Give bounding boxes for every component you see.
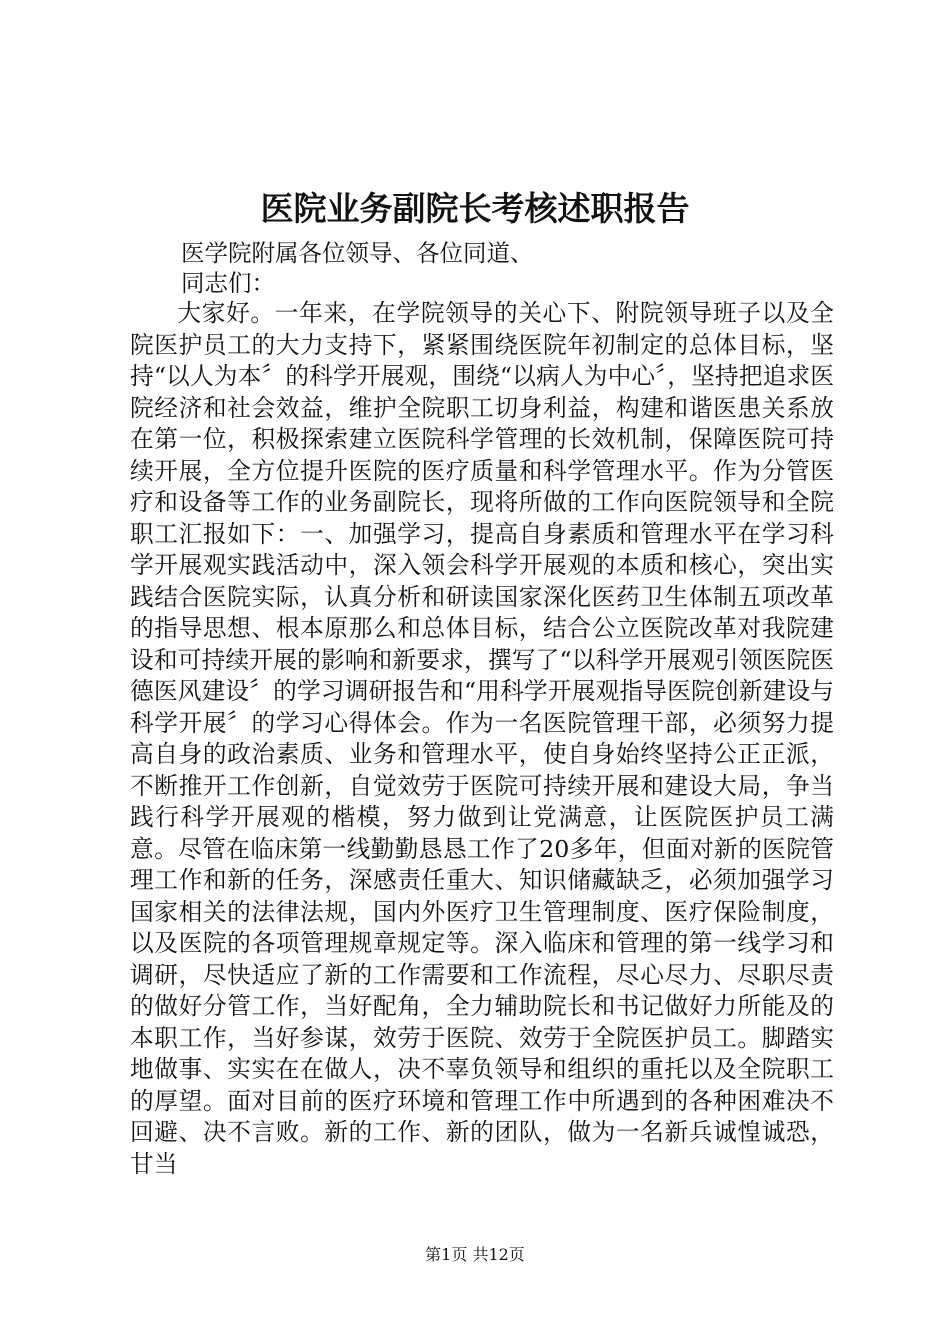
page-number-footer: 第1页 共12页 <box>425 1245 525 1264</box>
salutation-line-1: 医学院附属各位领导、各位同道、 <box>181 239 534 267</box>
body-paragraph: 大家好。一年来，在学院领导的关心下、附院领导班子以及全院医护员工的大力支持下，紧紧围绕医院年初制定的总体目标，坚持“以人为本〞的科学开展观，围绕“以病人为中心〞，坚持把追求医院经济和社会效益，维护全院职工切身利益，构建和谐医患关系放在第一位，积极探索建立医院科学管理的长效机制，保障医院可持续开展，全方位提升医院的医疗质量和科学管理水平。作为分管医疗和设备等工作的业务副院长，现将所做的工作向医院领导和全院职工汇报如下：一、加强学习，提高自身素质和管理水平在学习科学开展观实践活动中，深入领会科学开展观的本质和核心，突出实践结合医院实际，认真分析和研读国家深化医药卫生体制五项改革的指导思想、根本原那么和总体目标，结合公立医院改革对我院建设和可持续开展的影响和新要求，撰写了“以科学开展观引领医院医德医风建设〞的学习调研报告和“用科学开展观指导医院创新建设与科学开展〞的学习心得体会。作为一名医院管理干部，必须努力提高自身的政治素质、业务和管理水平，使自身始终坚持公正正派，不断推开工作创新，自觉效劳于医院可持续开展和建设大局，争当践行科学开展观的楷模，努力做到让党满意，让医院医护员工满意。尽管在临床第一线勤勤恳恳工作了20多年，但面对新的医院管理工作和新的任务，深感责任重大、知识储藏缺乏，必须加强学习国家相关的法律法规，国内外医疗卫生管理制度、医疗保险制度，以及医院的各项管理规章规定等。深入临床和管理的第一线学习和调研，尽快适应了新的工作需要和工作流程，尽心尽力、尽职尽责的做好分管工作，当好配角，全力辅助院长和书记做好力所能及的本职工作，当好参谋，效劳于医院、效劳于全院医护员工。脚踏实地做事、实实在在做人，决不辜负领导和组织的重托以及全院职工的厚望。面对目前的医疗环境和管理工作中所遇到的各种困难决不回避、决不言败。新的工作、新的团队，做为一名新兵诚惶诚恐，甘当 <box>130 299 834 1178</box>
salutation-line-2: 同志们： <box>181 269 275 297</box>
document-title: 医院业务副院长考核述职报告 <box>260 189 690 228</box>
